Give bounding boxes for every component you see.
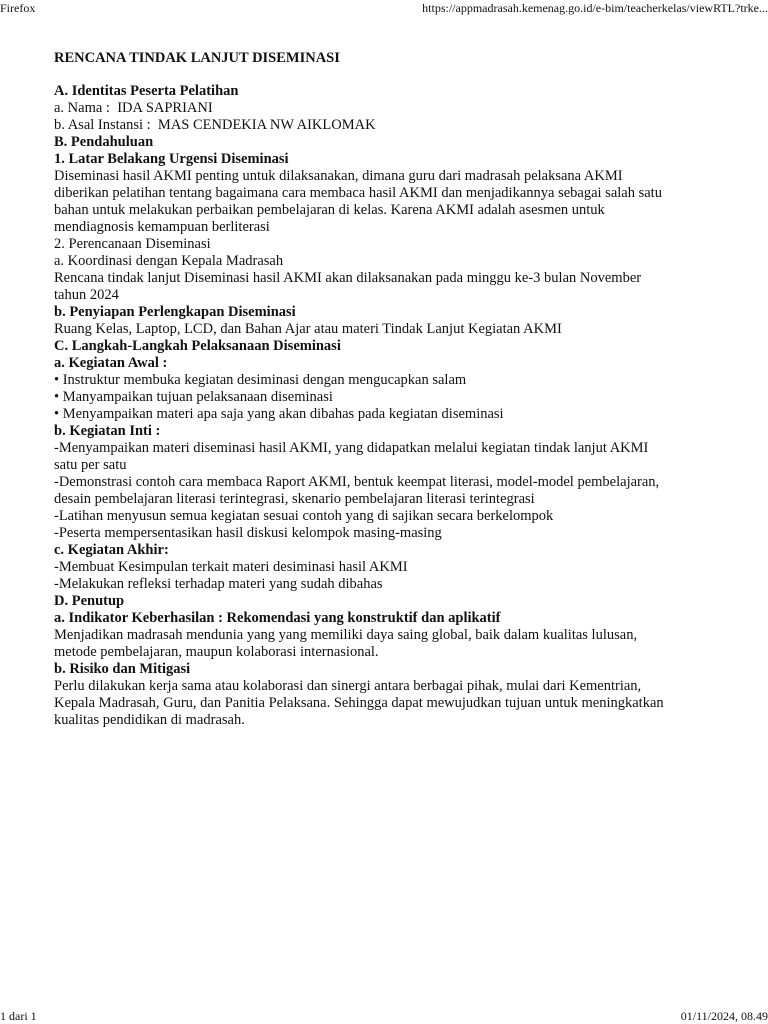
kegiatan-inti-line: -Demonstrasi contoh cara membaca Raport AKMI, bentuk keempat literasi, model-model pembelajaran, — [54, 474, 660, 490]
kegiatan-inti-line: -Menyampaikan materi diseminasi hasil AKMI, yang didapatkan melalui kegiatan tindak lanjut AKMI — [54, 440, 649, 456]
kegiatan-awal-item: • Menyampaikan materi apa saja yang akan dibahas pada kegiatan diseminasi — [54, 406, 504, 422]
kegiatan-akhir-heading: c. Kegiatan Akhir: — [54, 542, 169, 558]
risiko-line: kualitas pendidikan di madrasah. — [54, 712, 245, 728]
kegiatan-awal-item: • Manyampaikan tujuan pelaksanaan diseminasi — [54, 389, 333, 405]
koordinasi-line: Rencana tindak lanjut Diseminasi hasil AKMI akan dilaksanakan pada minggu ke-3 bulan November — [54, 270, 642, 286]
kegiatan-inti-line: -Peserta mempersentasikan hasil diskusi kelompok masing-masing — [54, 525, 442, 541]
page-url: https://appmadrasah.kemenag.go.id/e-bim/teacherkelas/viewRTL?trke... — [422, 1, 768, 15]
risiko-heading: b. Risiko dan Mitigasi — [54, 661, 191, 677]
section-b-heading: B. Pendahuluan — [54, 134, 154, 150]
kegiatan-awal-item: • Instruktur membuka kegiatan desiminasi dengan mengucapkan salam — [54, 372, 467, 388]
latar-line: Diseminasi hasil AKMI penting untuk dilaksanakan, dimana guru dari madrasah pelaksana AKMI — [54, 168, 623, 184]
koordinasi-line: tahun 2024 — [54, 287, 119, 303]
kegiatan-awal-heading: a. Kegiatan Awal : — [54, 355, 168, 371]
kegiatan-inti-line: desain pembelajaran literasi terintegrasi, skenario pembelajaran literasi terintegrasi — [54, 491, 535, 507]
kegiatan-inti-heading: b. Kegiatan Inti : — [54, 423, 161, 439]
print-header — [0, 0, 768, 16]
page-count: 1 dari 1 — [0, 1009, 37, 1023]
kegiatan-akhir-line: -Melakukan refleksi terhadap materi yang sudah dibahas — [54, 576, 383, 592]
latar-line: bahan untuk melakukan perbaikan pembelajaran di kelas. Karena AKMI adalah asesmen untuk — [54, 202, 605, 218]
penyiapan-line: Ruang Kelas, Laptop, LCD, dan Bahan Ajar atau materi Tindak Lanjut Kegiatan AKMI — [54, 321, 562, 337]
indikator-line: Menjadikan madrasah mendunia yang yang memiliki daya saing global, baik dalam kualitas lulusan, — [54, 627, 638, 643]
latar-heading: 1. Latar Belakang Urgensi Diseminasi — [54, 151, 289, 167]
penyiapan-heading: b. Penyiapan Perlengkapan Diseminasi — [54, 304, 296, 320]
kegiatan-inti-line: -Latihan menyusun semua kegiatan sesuai contoh yang di sajikan secara berkelompok — [54, 508, 554, 524]
nama-label: a. Nama : — [54, 100, 110, 116]
document-body — [54, 50, 714, 729]
browser-name: Firefox — [0, 1, 36, 15]
perencanaan-heading: 2. Perencanaan Diseminasi — [54, 236, 211, 252]
instansi-row — [54, 117, 714, 134]
section-c-heading: C. Langkah-Langkah Pelaksanaan Diseminasi — [54, 338, 341, 354]
section-d-heading: D. Penutup — [54, 593, 125, 609]
document-title: RENCANA TINDAK LANJUT DISEMINASI — [54, 50, 340, 66]
latar-line: mendiagnosis kemampuan berliterasi — [54, 219, 270, 235]
instansi-label: b. Asal Instansi : — [54, 117, 151, 133]
section-a-heading: A. Identitas Peserta Pelatihan — [54, 83, 239, 99]
nama-row — [54, 100, 714, 117]
print-datetime: 01/11/2024, 08.49 — [680, 1009, 768, 1023]
kegiatan-akhir-line: -Membuat Kesimpulan terkait materi desiminasi hasil AKMI — [54, 559, 408, 575]
koordinasi-heading: a. Koordinasi dengan Kepala Madrasah — [54, 253, 284, 269]
kegiatan-inti-line: satu per satu — [54, 457, 127, 473]
print-footer — [0, 1008, 768, 1024]
instansi-value: MAS CENDEKIA NW AIKLOMAK — [157, 117, 376, 133]
nama-value: IDA SAPRIANI — [117, 100, 213, 116]
latar-line: diberikan pelatihan tentang bagaimana cara membaca hasil AKMI dan menjadikannya sebagai salah satu — [54, 185, 662, 201]
risiko-line: Kepala Madrasah, Guru, dan Panitia Pelaksana. Sehingga dapat mewujudkan tujuan untuk meningkatkan — [54, 695, 664, 711]
indikator-line: metode pembelajaran, maupun kolaborasi internasional. — [54, 644, 379, 660]
risiko-line: Perlu dilakukan kerja sama atau kolaborasi dan sinergi antara berbagai pihak, mulai dari Kementrian, — [54, 678, 642, 694]
indikator-heading: a. Indikator Keberhasilan : Rekomendasi yang konstruktif dan aplikatif — [54, 610, 501, 626]
